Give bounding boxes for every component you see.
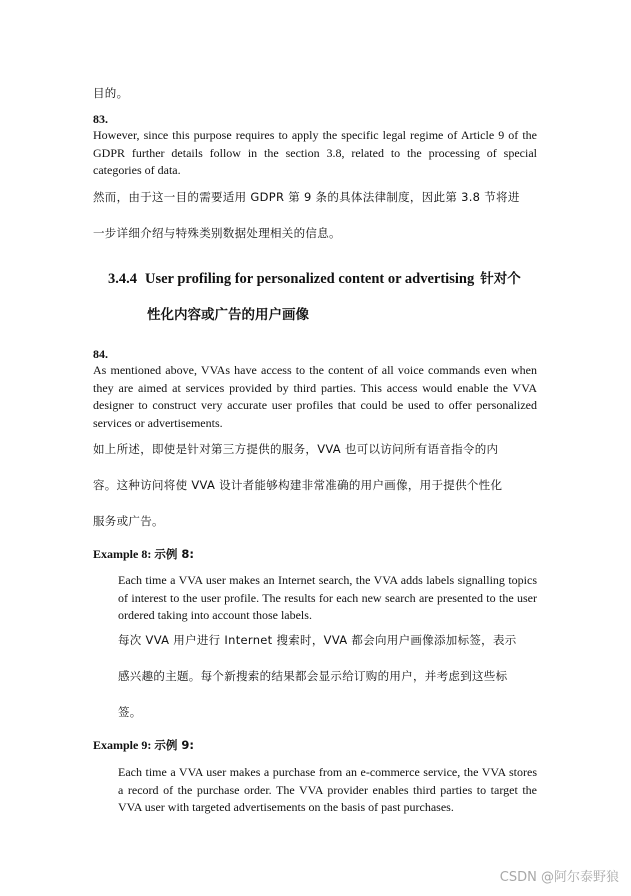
paragraph-84-chinese-line-1: 如上所述，即使是针对第三方提供的服务，VVA 也可以访问所有语音指令的内 — [93, 442, 499, 456]
paragraph-83-chinese-line-2: 一步详细介绍与特殊类别数据处理相关的信息。 — [93, 226, 341, 240]
example-8-label — [93, 546, 537, 562]
example-9-label — [93, 737, 537, 753]
paragraph-83-number: 83. — [93, 112, 108, 126]
paragraph-84-chinese-line-2: 容。这种访问将使 VVA 设计者能够构建非常准确的用户画像，用于提供个性化 — [93, 478, 503, 492]
paragraph-84-number: 84. — [93, 347, 108, 361]
example-8-chinese-line-1: 每次 VVA 用户进行 Internet 搜索时，VVA 都会向用户画像添加标签，表示 — [118, 633, 517, 647]
example-9-english: Each time a VVA user makes a purchase from an e-commerce service, the VVA stores a record of the purchase order. The VVA provider enables third parties to target the VVA user with targeted advertisements on the basis of past purchases. — [118, 765, 537, 814]
section-heading — [108, 269, 521, 289]
paragraph-83-english: However, since this purpose requires to apply the specific legal regime of Article 9 of the GDPR further details follow in the section 3.8, related to the processing of special categories of data. — [93, 128, 537, 177]
example-8-chinese-line-3: 签。 — [118, 705, 142, 719]
paragraph-84-english: As mentioned above, VVAs have access to the content of all voice commands even when they are aimed at services provided by third parties. This access would enable the VVA designer to construct very accurate user profiles that could be used to offer personalized services or advertisements. — [93, 363, 537, 430]
section-title-chinese-part-2: 性化内容或广告的用户画像 — [147, 307, 309, 323]
example-8-chinese-line-2: 感兴趣的主题。每个新搜索的结果都会显示给订购的用户，并考虑到这些标 — [118, 669, 508, 683]
section-title-english: User profiling for personalized content or advertising — [145, 271, 475, 287]
paragraph-84-chinese-line-3: 服务或广告。 — [93, 514, 164, 528]
example-8-label-english: Example 8: — [93, 547, 152, 561]
example-9-label-english: Example 9: — [93, 738, 152, 752]
paragraph-82-tail: 目的。 — [93, 86, 129, 100]
example-8-english: Each time a VVA user makes an Internet search, the VVA adds labels signalling topics of interest to the user profile. The results for each new search are presented to the user ordered taking into account those labels. — [118, 573, 537, 622]
example-8-label-chinese: 示例 8: — [154, 547, 194, 561]
csdn-watermark: CSDN @阿尔泰野狼 — [499, 870, 619, 885]
section-title-chinese-part-1: 针对个 — [480, 271, 521, 287]
paragraph-83-chinese-line-1: 然而，由于这一目的需要适用 GDPR 第 9 条的具体法律制度，因此第 3.8 节将进 — [93, 190, 520, 204]
section-number: 3.4.4 — [108, 271, 137, 287]
example-9-label-chinese: 示例 9: — [154, 738, 194, 752]
